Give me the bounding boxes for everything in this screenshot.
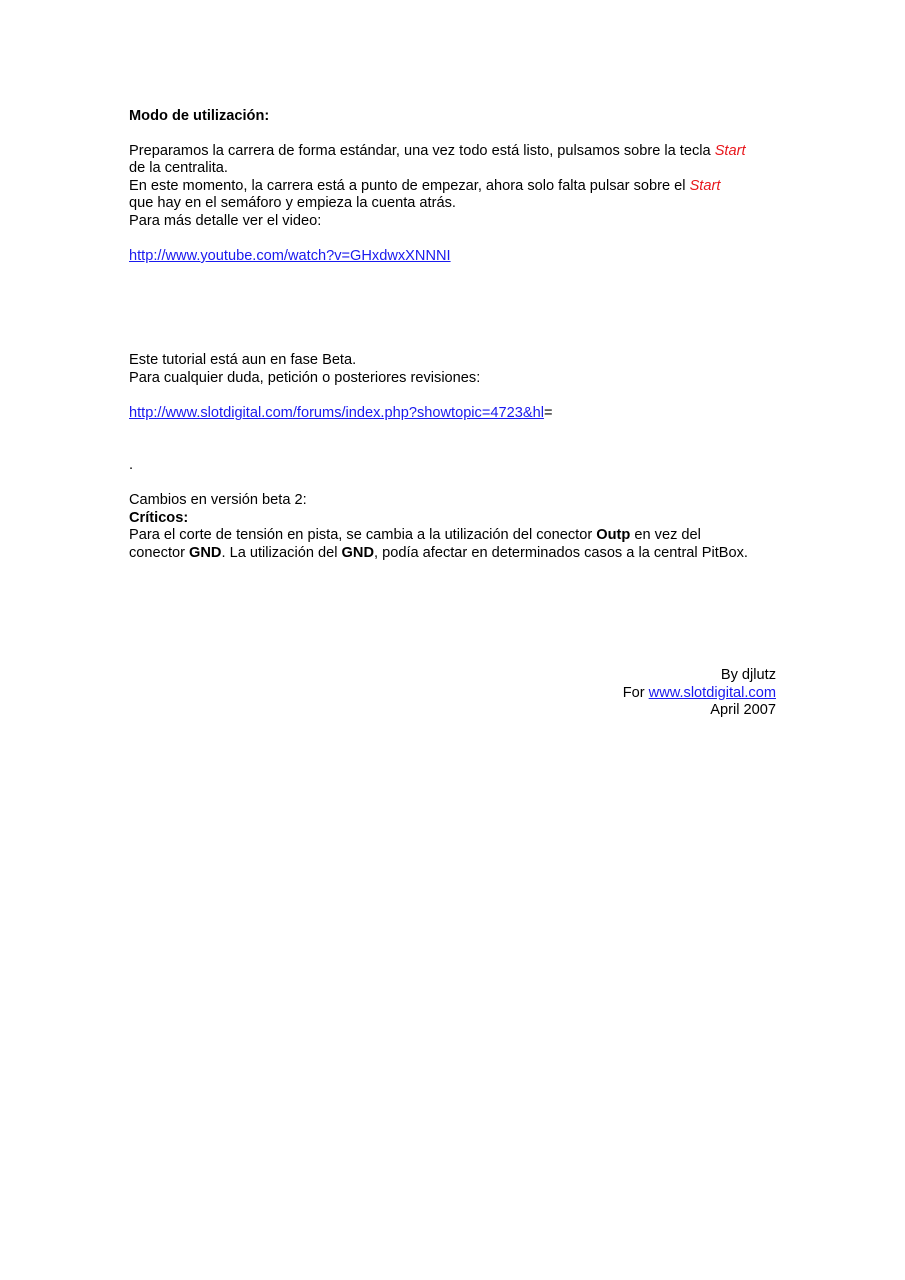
changes-text: en vez del — [630, 527, 701, 543]
paragraph-text: En este momento, la carrera está a punto de empezar, ahora solo falta pulsar sobre el — [129, 178, 690, 194]
forum-link[interactable]: http://www.slotdigital.com/forums/index.php?showtopic=4723&hl — [129, 405, 544, 421]
video-link-line — [129, 248, 451, 265]
forum-link-suffix: = — [543, 405, 553, 421]
slotdigital-link[interactable]: www.slotdigital.com — [648, 685, 776, 701]
paragraph-1-line-2: de la centralita. — [129, 160, 228, 176]
critical-label: Críticos: — [129, 510, 189, 526]
paragraph-text: Preparamos la carrera de forma estándar, una vez todo está listo, pulsamos sobre la tecla — [129, 143, 715, 159]
separator-dot: . — [129, 457, 134, 473]
changes-text: conector — [129, 545, 190, 561]
changes-line-1 — [129, 527, 701, 544]
start-keyword: Start — [714, 143, 746, 159]
youtube-video-link[interactable]: http://www.youtube.com/watch?v=GHxdwxXNNNI — [129, 248, 451, 264]
connector-gnd: GND — [341, 545, 374, 561]
paragraph-2-line-2: que hay en el semáforo y empieza la cuenta atrás. — [129, 195, 456, 211]
contact-text: Para cualquier duda, petición o posteriores revisiones: — [129, 370, 481, 386]
video-intro: Para más detalle ver el video: — [129, 213, 322, 229]
section-heading: Modo de utilización: — [129, 108, 270, 124]
beta-note: Este tutorial está aun en fase Beta. — [129, 352, 357, 368]
start-keyword: Start — [689, 178, 721, 194]
forum-link-line — [129, 405, 552, 422]
signature-for-label: For — [622, 685, 649, 701]
signature-date: April 2007 — [710, 702, 776, 718]
connector-gnd: GND — [189, 545, 222, 561]
paragraph-2-line-1 — [129, 178, 720, 195]
signature-for — [623, 685, 776, 702]
changes-text: Para el corte de tensión en pista, se cambia a la utilización del conector — [129, 527, 597, 543]
changes-line-2 — [129, 545, 748, 562]
signature-author: By djlutz — [720, 667, 776, 683]
changes-text: , podía afectar en determinados casos a la central PitBox. — [373, 545, 748, 561]
paragraph-1-line-1 — [129, 143, 746, 160]
changes-title: Cambios en versión beta 2: — [129, 492, 307, 508]
changes-text: . La utilización del — [221, 545, 342, 561]
connector-outp: Outp — [596, 527, 631, 543]
